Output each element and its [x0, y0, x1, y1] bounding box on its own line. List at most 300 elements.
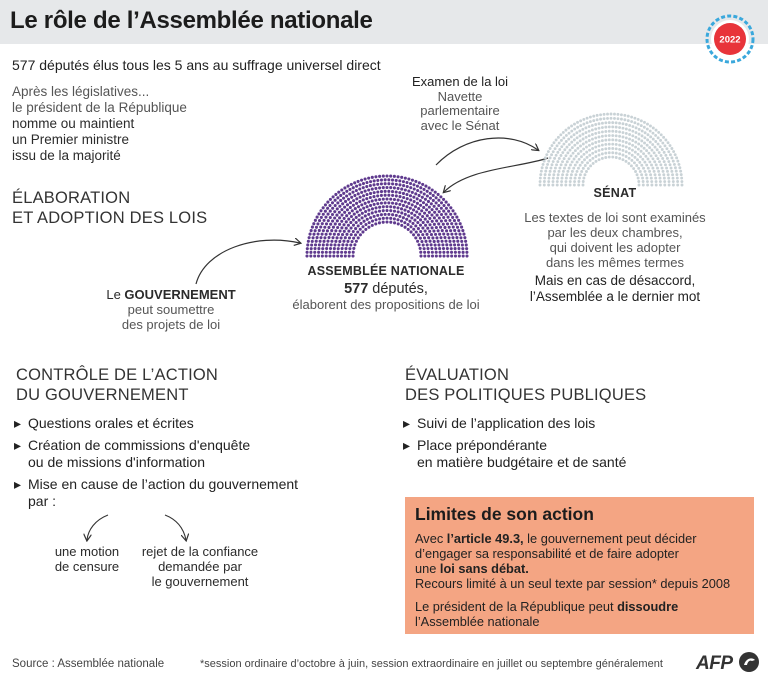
seat-dot — [589, 164, 592, 167]
seat-dot — [548, 173, 551, 176]
seat-dot — [367, 209, 370, 212]
seat-dot — [407, 214, 410, 217]
seat-dot — [428, 240, 431, 243]
seat-dot — [656, 167, 659, 170]
seat-dot — [358, 187, 361, 190]
seat-dot — [321, 251, 324, 254]
seat-dot — [582, 118, 585, 121]
seat-dot — [353, 243, 356, 246]
seat-dot — [667, 177, 670, 180]
seat-dot — [586, 161, 589, 164]
seat-dot — [369, 196, 372, 199]
seat-dot — [654, 146, 657, 149]
seat-dot — [322, 206, 325, 209]
heading-line: ÉLABORATION — [12, 189, 131, 207]
seat-dot — [543, 160, 546, 163]
seat-dot — [364, 210, 367, 213]
seat-dot — [424, 218, 427, 221]
seat-dot — [643, 126, 646, 129]
seat-dot — [382, 198, 385, 201]
seat-dot — [569, 180, 572, 183]
seat-dot — [423, 247, 426, 250]
seat-dot — [354, 233, 357, 236]
seat-dot — [628, 138, 631, 141]
seat-dot — [432, 199, 435, 202]
seat-dot — [465, 254, 468, 257]
seat-dot — [608, 125, 611, 128]
seat-dot — [347, 230, 350, 233]
seat-dot — [349, 243, 352, 246]
seat-dot — [419, 224, 422, 227]
seat-dot — [458, 233, 461, 236]
senat-desc-line: par les deux chambres, — [547, 225, 683, 240]
seat-dot — [631, 130, 634, 133]
seat-dot — [550, 153, 553, 156]
seat-dot — [380, 190, 383, 193]
seat-dot — [592, 119, 595, 122]
seat-dot — [314, 219, 317, 222]
option-line: rejet de la confiance — [141, 544, 259, 559]
seat-dot — [440, 213, 443, 216]
seat-dot — [428, 186, 431, 189]
seat-dot — [428, 230, 431, 233]
seat-dot — [661, 167, 664, 170]
seat-dot — [442, 232, 445, 235]
seat-dot — [397, 222, 400, 225]
seat-dot — [640, 145, 643, 148]
seat-dot — [345, 227, 348, 230]
seat-dot — [380, 202, 383, 205]
seat-dot — [539, 173, 542, 176]
seat-dot — [461, 229, 464, 232]
seat-dot — [654, 177, 657, 180]
seat-dot — [410, 216, 413, 219]
seat-dot — [439, 195, 442, 198]
seat-dot — [583, 153, 586, 156]
seat-dot — [365, 193, 368, 196]
seat-dot — [407, 178, 410, 181]
seat-dot — [637, 167, 640, 170]
seat-dot — [560, 145, 563, 148]
seat-dot — [669, 153, 672, 156]
seat-dot — [556, 177, 559, 180]
seat-dot — [336, 196, 339, 199]
seat-dot — [577, 152, 580, 155]
seat-dot — [438, 216, 441, 219]
seat-dot — [333, 210, 336, 213]
seat-dot — [338, 223, 341, 226]
seat-dot — [589, 159, 592, 162]
seat-dot — [559, 133, 562, 136]
seat-dot — [385, 197, 388, 200]
seat-dot — [573, 123, 576, 126]
seat-dot — [647, 133, 650, 136]
seat-dot — [434, 191, 437, 194]
seat-dot — [450, 254, 453, 257]
seat-dot — [557, 136, 560, 139]
seat-dot — [360, 179, 363, 182]
seat-dot — [608, 147, 611, 150]
seat-dot — [435, 236, 438, 239]
seat-dot — [465, 243, 468, 246]
list-item — [403, 437, 753, 454]
seat-dot — [345, 214, 348, 217]
option-line: demandée par — [158, 559, 242, 574]
seat-dot — [576, 121, 579, 124]
navette-line: Examen de la loi — [411, 74, 509, 89]
seat-dot — [463, 236, 466, 239]
seat-dot — [576, 161, 579, 164]
seat-dot — [342, 240, 345, 243]
seat-dot — [438, 251, 441, 254]
seat-dot — [333, 233, 336, 236]
seat-dot — [625, 132, 628, 135]
year-badge-text: 2022 — [719, 34, 741, 46]
seat-dot — [570, 130, 573, 133]
seat-dot — [564, 180, 567, 183]
seat-dot — [558, 148, 561, 151]
intro-line: Après les législatives... — [12, 84, 150, 99]
seat-dot — [443, 226, 446, 229]
seat-dot — [351, 191, 354, 194]
seat-dot — [562, 143, 565, 146]
seat-dot — [391, 194, 394, 197]
arrow-option-censure — [87, 515, 108, 540]
seat-dot — [576, 141, 579, 144]
seat-dot — [351, 254, 354, 257]
seat-dot — [371, 207, 374, 210]
seat-dot — [635, 164, 638, 167]
seat-dot — [346, 240, 349, 243]
seat-dot — [345, 194, 348, 197]
seat-dot — [341, 233, 344, 236]
seat-dot — [588, 139, 591, 142]
seat-dot — [446, 254, 449, 257]
seat-dot — [657, 170, 660, 173]
seat-dot — [362, 194, 365, 197]
seat-dot — [426, 190, 429, 193]
navette-line: Navette — [437, 88, 483, 104]
seat-dot — [603, 113, 606, 116]
seat-dot — [352, 199, 355, 202]
seat-dot — [578, 177, 581, 180]
seat-dot — [433, 223, 436, 226]
seat-dot — [323, 226, 326, 229]
seat-dot — [552, 150, 555, 153]
seat-dot — [449, 243, 452, 246]
seat-dot — [628, 147, 631, 150]
seat-dot — [442, 251, 445, 254]
seat-dot — [664, 144, 667, 147]
seat-dot — [611, 151, 614, 154]
seat-dot — [601, 157, 604, 160]
seat-dot — [615, 143, 618, 146]
seat-dot — [656, 157, 659, 160]
seat-dot — [606, 117, 609, 120]
seat-dot — [445, 229, 448, 232]
seat-dot — [357, 205, 360, 208]
seat-dot — [353, 213, 356, 216]
seat-dot — [552, 177, 555, 180]
seat-dot — [384, 201, 387, 204]
seat-dot — [402, 184, 405, 187]
seat-dot — [430, 243, 433, 246]
seat-dot — [435, 196, 438, 199]
seat-dot — [549, 147, 552, 150]
seat-dot — [439, 236, 442, 239]
seat-dot — [447, 210, 450, 213]
seat-dot — [421, 196, 424, 199]
seat-dot — [577, 167, 580, 170]
seat-dot — [560, 139, 563, 142]
seat-dot — [373, 191, 376, 194]
seat-dot — [387, 201, 390, 204]
seat-dot — [431, 220, 434, 223]
seat-dot — [642, 152, 645, 155]
seat-dot — [430, 247, 433, 250]
gouvernement-line: peut soumettre — [127, 302, 215, 317]
seat-dot — [657, 143, 660, 146]
seat-dot — [448, 219, 451, 222]
seat-dot — [442, 216, 445, 219]
seat-dot — [376, 202, 379, 205]
seat-dot — [623, 118, 626, 121]
seat-dot — [588, 144, 591, 147]
seat-dot — [441, 240, 444, 243]
heading-line: DES POLITIQUES PUBLIQUES — [405, 386, 647, 404]
seat-dot — [332, 195, 335, 198]
seat-dot — [427, 254, 430, 257]
seat-dot — [343, 230, 346, 233]
seat-dot — [440, 201, 443, 204]
seat-dot — [338, 216, 341, 219]
heading-line: ÉVALUATION — [405, 366, 510, 384]
seat-dot — [566, 151, 569, 154]
senat-hemicycle-chart — [535, 110, 687, 190]
seat-dot — [591, 142, 594, 145]
seat-dot — [675, 170, 678, 173]
seat-dot — [459, 222, 462, 225]
seat-dot — [450, 222, 453, 225]
seat-dot — [449, 206, 452, 209]
seat-dot — [637, 123, 640, 126]
seat-dot — [625, 136, 628, 139]
seat-dot — [335, 236, 338, 239]
seat-dot — [568, 157, 571, 160]
page-title: Le rôle de l’Assemblée nationale — [10, 7, 373, 34]
intro-line: issu de la majorité — [12, 148, 121, 163]
seat-dot — [608, 151, 611, 154]
seat-dot — [340, 251, 343, 254]
seat-dot — [426, 214, 429, 217]
seat-dot — [618, 157, 621, 160]
seat-dot — [317, 247, 320, 250]
seat-dot — [352, 230, 355, 233]
seat-dot — [317, 254, 320, 257]
seat-dot — [560, 154, 563, 157]
seat-dot — [331, 236, 334, 239]
option-line: de censure — [54, 559, 120, 574]
intro-line: nomme ou maintient — [12, 116, 135, 131]
seat-dot — [317, 232, 320, 235]
seat-dot — [662, 173, 665, 176]
seat-dot — [311, 240, 314, 243]
seat-dot — [418, 194, 421, 197]
seat-dot — [322, 229, 325, 232]
seat-dot — [307, 240, 310, 243]
seat-dot — [591, 147, 594, 150]
seat-dot — [648, 146, 651, 149]
seat-dot — [329, 198, 332, 201]
seat-dot — [374, 218, 377, 221]
seat-dot — [666, 157, 669, 160]
seat-dot — [374, 222, 377, 225]
seat-dot — [672, 177, 675, 180]
seat-dot — [565, 129, 568, 132]
seat-dot — [652, 132, 655, 135]
seat-dot — [457, 247, 460, 250]
seat-dot — [572, 152, 575, 155]
seat-dot — [393, 186, 396, 189]
seat-dot — [415, 230, 418, 233]
seat-dot — [620, 118, 623, 121]
seat-dot — [680, 180, 683, 183]
seat-dot — [576, 126, 579, 129]
subtitle: 577 députés élus tous les 5 ans au suffrage universel direct — [12, 57, 381, 73]
seat-dot — [625, 146, 628, 149]
seat-dot — [367, 177, 370, 180]
seat-dot — [457, 219, 460, 222]
seat-dot — [445, 243, 448, 246]
seat-dot — [336, 254, 339, 257]
seat-dot — [325, 251, 328, 254]
seat-dot — [562, 170, 565, 173]
seat-dot — [584, 173, 587, 176]
seat-dot — [325, 247, 328, 250]
seat-dot — [585, 151, 588, 154]
seat-dot — [573, 158, 576, 161]
seat-dot — [556, 160, 559, 163]
seat-dot — [419, 230, 422, 233]
seat-dot — [598, 144, 601, 147]
seat-dot — [423, 254, 426, 257]
seat-dot — [594, 141, 597, 144]
seat-dot — [313, 251, 316, 254]
seat-dot — [620, 113, 623, 116]
seat-dot — [437, 199, 440, 202]
seat-dot — [387, 178, 390, 181]
seat-dot — [365, 181, 368, 184]
seat-dot — [643, 147, 646, 150]
seat-dot — [659, 180, 662, 183]
seat-dot — [352, 218, 355, 221]
seat-dot — [565, 140, 568, 143]
list-item-text: Mise en cause de l’action du gouvernement — [28, 476, 299, 492]
limites-bold: l’article 49.3, — [446, 531, 524, 546]
seat-dot — [336, 226, 339, 229]
seat-dot — [374, 210, 377, 213]
seat-dot — [319, 236, 322, 239]
seat-dot — [556, 144, 559, 147]
option-line: une motion — [54, 544, 120, 559]
seat-dot — [568, 143, 571, 146]
seat-dot — [437, 240, 440, 243]
seat-dot — [372, 183, 375, 186]
seat-dot — [408, 220, 411, 223]
seat-dot — [444, 240, 447, 243]
seat-dot — [434, 233, 437, 236]
seat-dot — [630, 116, 633, 119]
seat-dot — [362, 186, 365, 189]
seat-dot — [583, 158, 586, 161]
seat-dot — [419, 247, 422, 250]
seat-dot — [340, 188, 343, 191]
seat-dot — [457, 229, 460, 232]
seat-dot — [645, 149, 648, 152]
seat-dot — [575, 131, 578, 134]
seat-dot — [628, 152, 631, 155]
seat-dot — [457, 243, 460, 246]
seat-dot — [594, 123, 597, 126]
seat-dot — [376, 179, 379, 182]
seat-dot — [454, 247, 457, 250]
seat-dot — [433, 211, 436, 214]
seat-dot — [368, 221, 371, 224]
seat-dot — [416, 202, 419, 205]
seat-dot — [352, 247, 355, 250]
seat-dot — [341, 247, 344, 250]
seat-dot — [425, 208, 428, 211]
seat-dot — [591, 133, 594, 136]
seat-dot — [454, 254, 457, 257]
seat-dot — [582, 148, 585, 151]
seat-dot — [333, 216, 336, 219]
seat-dot — [647, 152, 650, 155]
seat-dot — [574, 177, 577, 180]
seat-dot — [595, 160, 598, 163]
seat-dot — [545, 153, 548, 156]
seat-dot — [329, 216, 332, 219]
seat-dot — [322, 240, 325, 243]
limites-text-span: Avec — [415, 531, 447, 546]
seat-dot — [640, 124, 643, 127]
seat-dot — [585, 131, 588, 134]
assemblee-count: 577 — [344, 281, 369, 297]
seat-dot — [639, 155, 642, 158]
seat-dot — [395, 214, 398, 217]
seat-dot — [419, 251, 422, 254]
seat-dot — [462, 251, 465, 254]
seat-dot — [461, 243, 464, 246]
seat-dot — [675, 156, 678, 159]
seat-dot — [435, 219, 438, 222]
seat-dot — [402, 196, 405, 199]
seat-dot — [418, 181, 421, 184]
seat-dot — [598, 149, 601, 152]
seat-dot — [645, 164, 648, 167]
seat-dot — [576, 170, 579, 173]
seat-dot — [361, 230, 364, 233]
seat-dot — [570, 125, 573, 128]
seat-dot — [426, 247, 429, 250]
seat-dot — [579, 119, 582, 122]
seat-dot — [551, 163, 554, 166]
seat-dot — [419, 186, 422, 189]
seat-dot — [455, 236, 458, 239]
seat-dot — [450, 251, 453, 254]
seat-dot — [337, 243, 340, 246]
seat-dot — [655, 163, 658, 166]
